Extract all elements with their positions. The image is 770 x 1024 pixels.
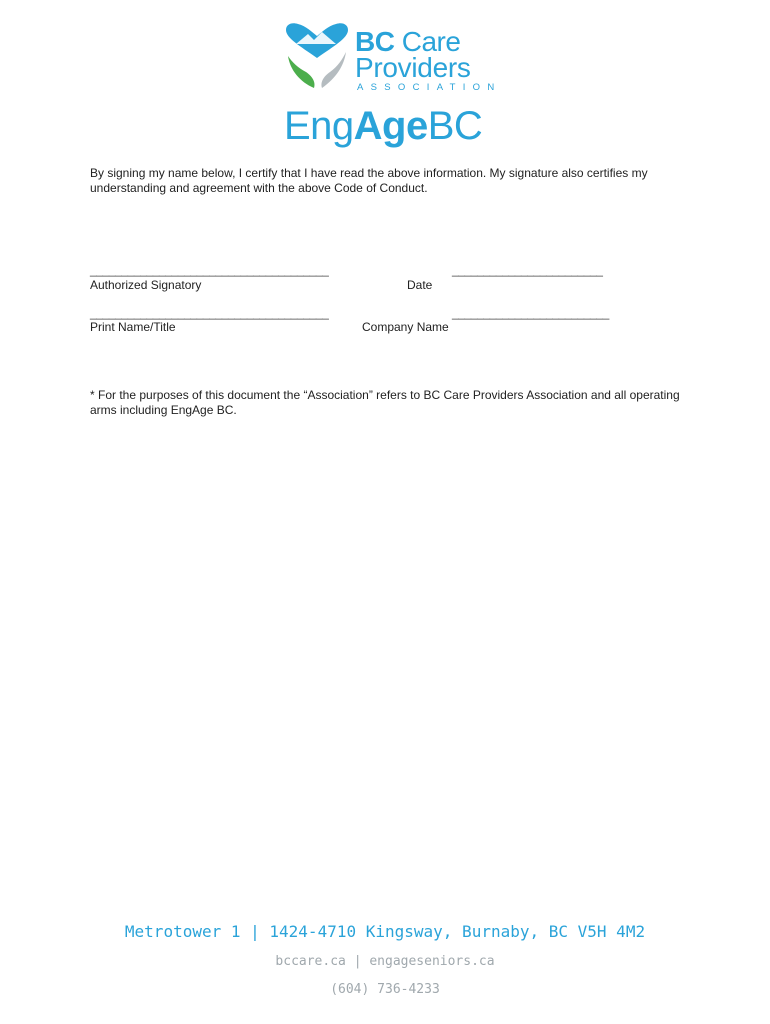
certification-text: By signing my name below, I certify that I have read the above information. My signature also certifies my understanding and agreement with the above Code of Conduct.: [90, 166, 648, 195]
footer-address: Metrotower 1 | 1424-4710 Kingsway, Burnaby, BC V5H 4M2: [124, 922, 646, 941]
engage-bc-logo: EngAgeBC: [284, 104, 483, 148]
company-name-line[interactable]: _________________________: [452, 306, 609, 320]
print-name-label: Print Name/Title: [90, 320, 176, 334]
logo-providers: Providers: [355, 52, 471, 83]
date-line[interactable]: ________________________: [452, 263, 603, 277]
date-label: Date: [407, 278, 433, 292]
authorized-signatory-line[interactable]: ______________________________________: [90, 263, 329, 277]
logo-association: ASSOCIATION: [357, 82, 502, 93]
logo-bc-care: BC Care: [355, 26, 461, 57]
footer-phone: (604) 736-4233: [330, 982, 440, 997]
print-name-line[interactable]: ______________________________________: [90, 306, 329, 320]
bc-care-providers-logo: [282, 22, 502, 96]
footnote: * For the purposes of this document the “Association” refers to BC Care Providers Association and all operating arms including EngAge BC.: [90, 388, 680, 417]
authorized-signatory-label: Authorized Signatory: [90, 278, 202, 292]
footer-websites: bccare.ca | engageseniors.ca: [275, 954, 495, 969]
company-name-label: Company Name: [362, 320, 449, 334]
heart-hands-logo-icon: [282, 22, 352, 96]
